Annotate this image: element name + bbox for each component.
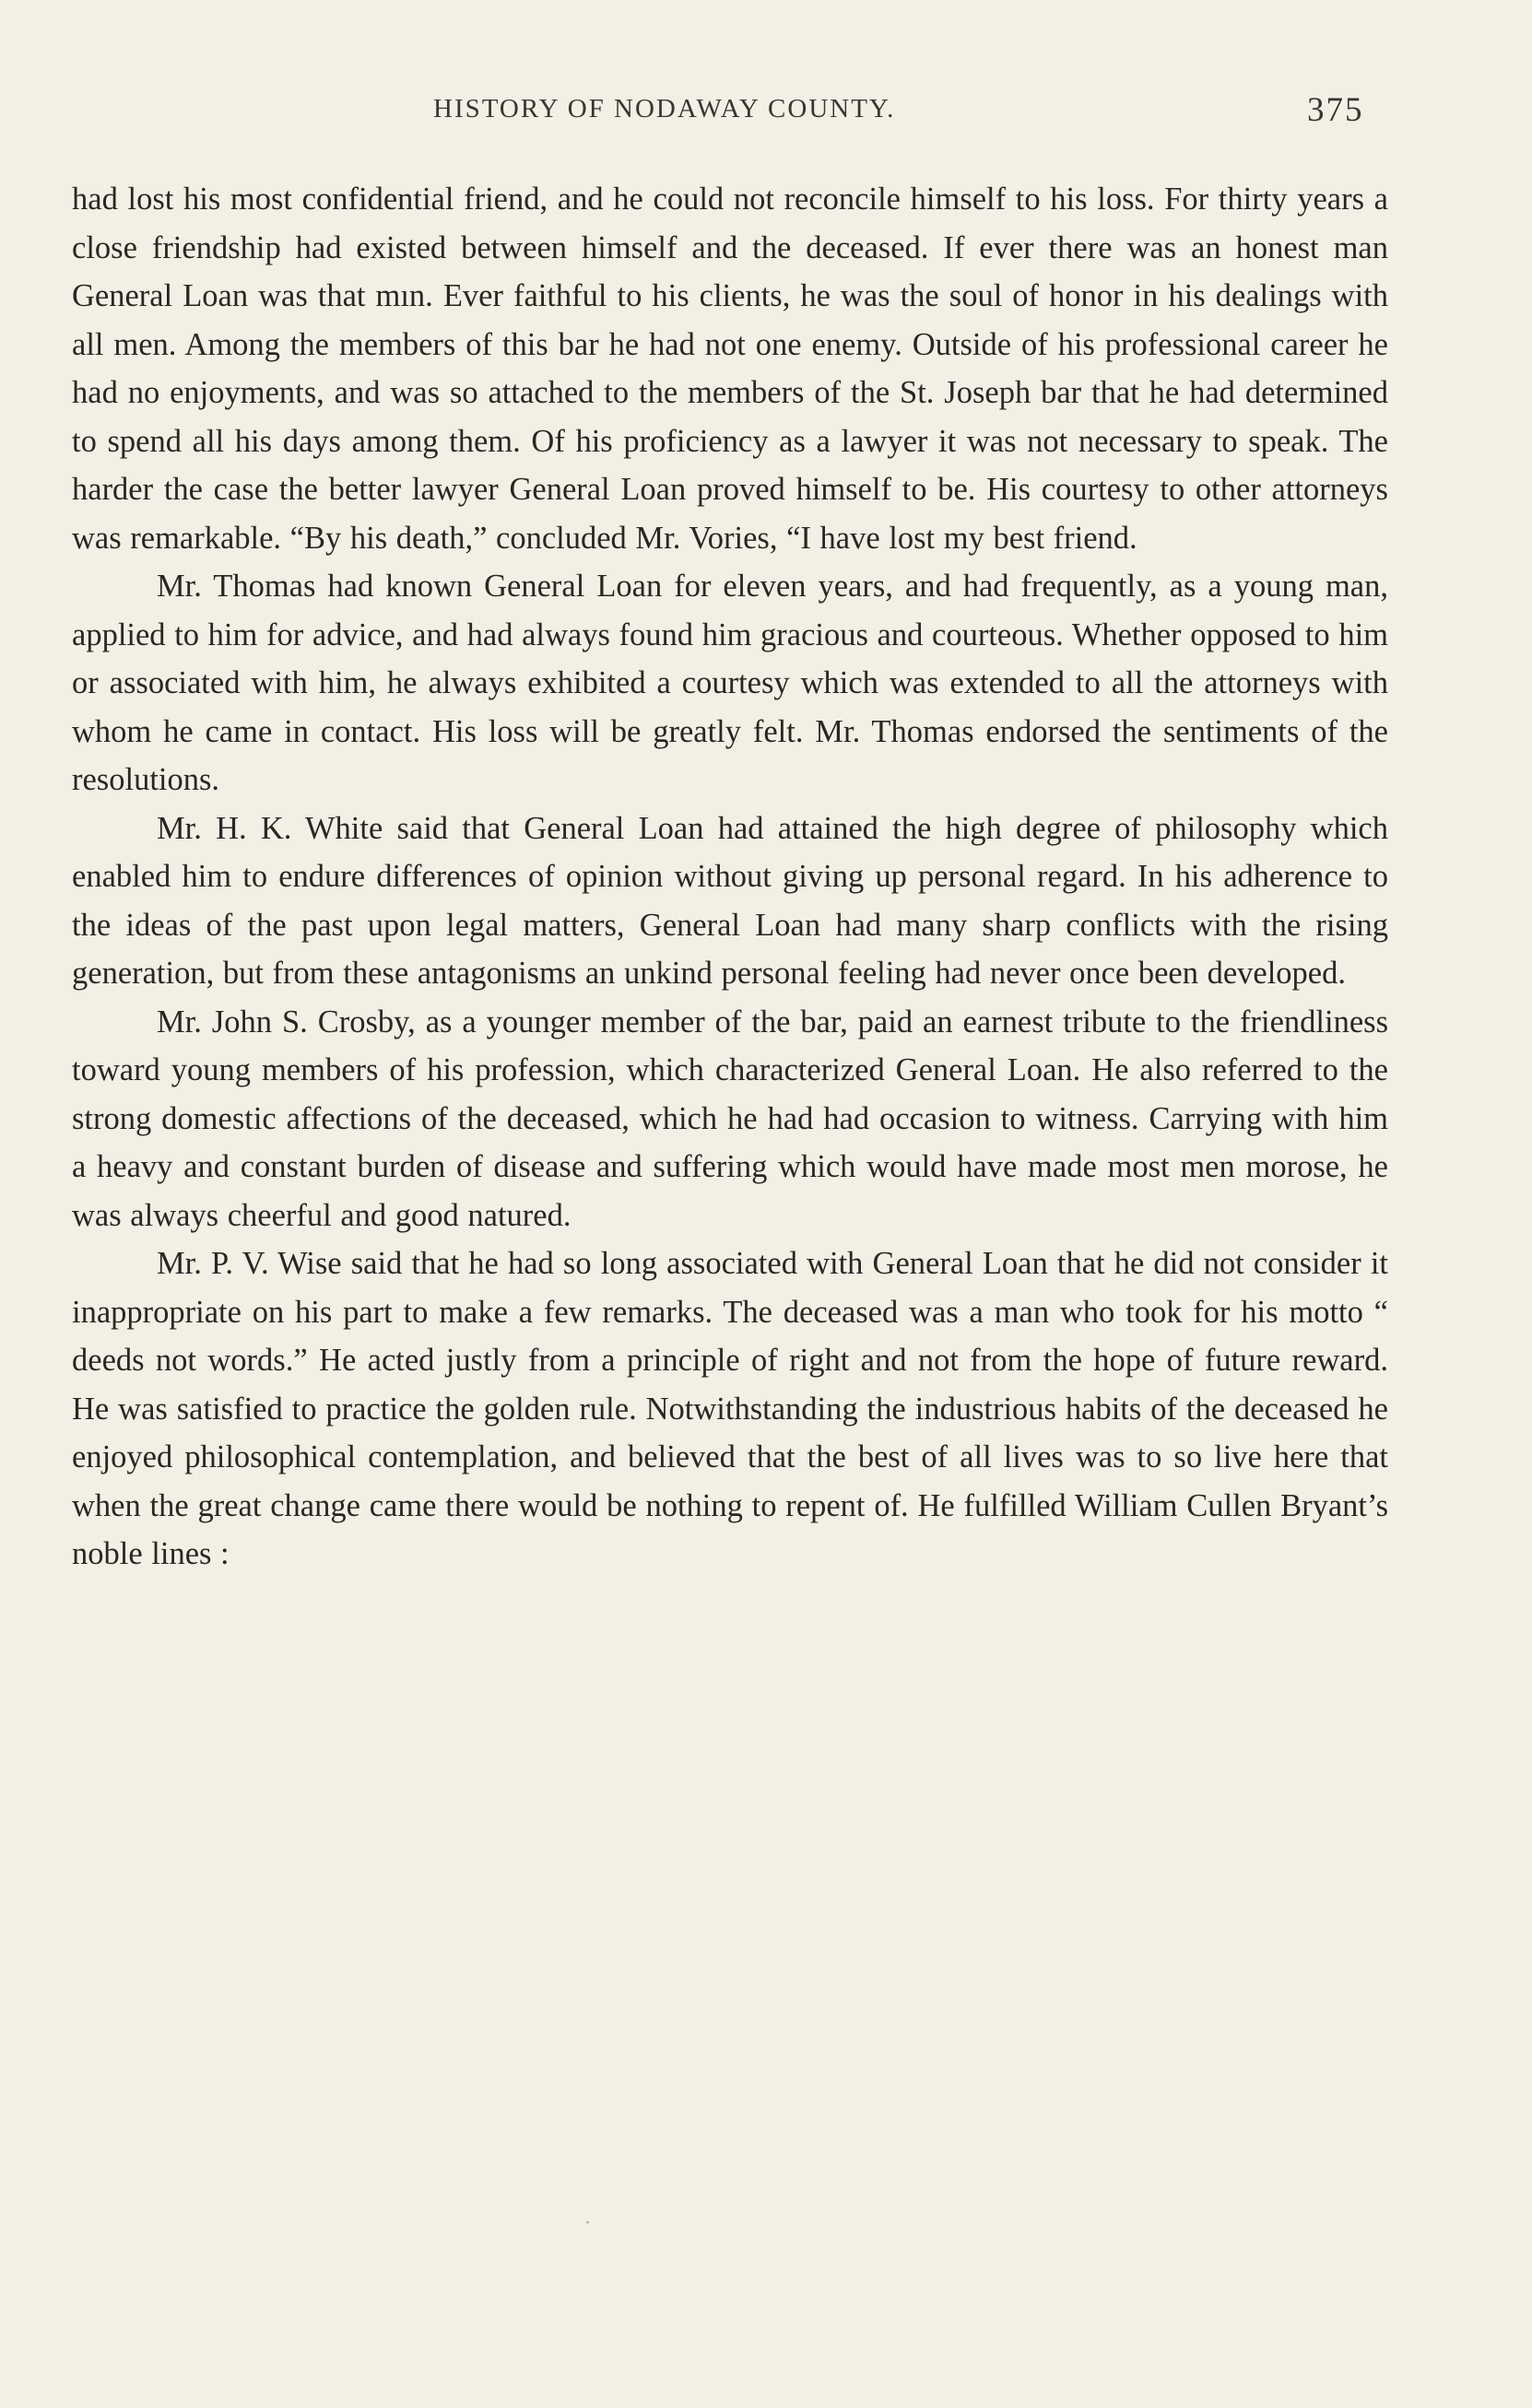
paragraph-vories-continued: had lost his most confidential friend, and he could not reconcile himself to his loss. For thirty years a close friendship had existed between himself and the deceased. If ever there was an honest man General Loan was that mın. Ever faithful to his clients, he was the soul of honor in his dealings with all men. Among the members of this bar he had not one enemy. Outside of his professional career he had no enjoyments, and was so attached to the members of the St. Joseph bar that he had determined to spend all his days among them. Of his proficiency as a lawyer it was not necessary to speak. The harder the case the better lawyer General Loan proved himself to be. His courtesy to other attorneys was remarkable. “By his death,” concluded Mr. Vories, “I have lost my best friend. xyxy=(72,182,1388,556)
paragraph-crosby: Mr. John S. Crosby, as a younger member of the bar, paid an earnest tribute to the friendliness toward young members of his profession, which characterized General Loan. He also referred to the strong domestic affections of the deceased, which he had had occasion to witness. Carrying with him a heavy and constant burden of disease and suffering which would have made most men morose, he was always cheerful and good natured. xyxy=(72,1004,1388,1233)
running-header xyxy=(0,91,1532,131)
running-title: HISTORY OF NODAWAY COUNTY. xyxy=(433,94,896,123)
body-text xyxy=(72,175,1388,1579)
page-number: 375 xyxy=(1307,91,1364,129)
paragraph-wise: Mr. P. V. Wise said that he had so long associated with General Loan that he did not consider it inappropriate on his part to make a few remarks. The deceased was a man who took for his motto “ deeds not words.” He acted justly from a principle of right and not from the hope of future reward. He was satisfied to practice the golden rule. Notwithstanding the industrious habits of the deceased he enjoyed philosophical contemplation, and believed that the best of all lives was to so live here that when the great change came there would be nothing to repent of. He fulfilled William Cullen Bryant’s noble lines : xyxy=(72,1246,1388,1571)
paper-speck xyxy=(586,2221,589,2224)
paragraph-white: Mr. H. K. White said that General Loan had attained the high degree of philosophy which enabled him to endure differences of opinion without giving up personal regard. In his adherence to the ideas of the past upon legal matters, General Loan had many sharp conflicts with the rising generation, but from these antagonisms an unkind personal feeling had never once been developed. xyxy=(72,810,1388,991)
paragraph-thomas: Mr. Thomas had known General Loan for eleven years, and had frequently, as a young man, applied to him for advice, and had always found him gracious and courteous. Whether opposed to him or associated with him, he always exhibited a courtesy which was extended to all the attorneys with whom he came in contact. His loss will be greatly felt. Mr. Thomas endorsed the sentiments of the resolutions. xyxy=(72,569,1388,797)
